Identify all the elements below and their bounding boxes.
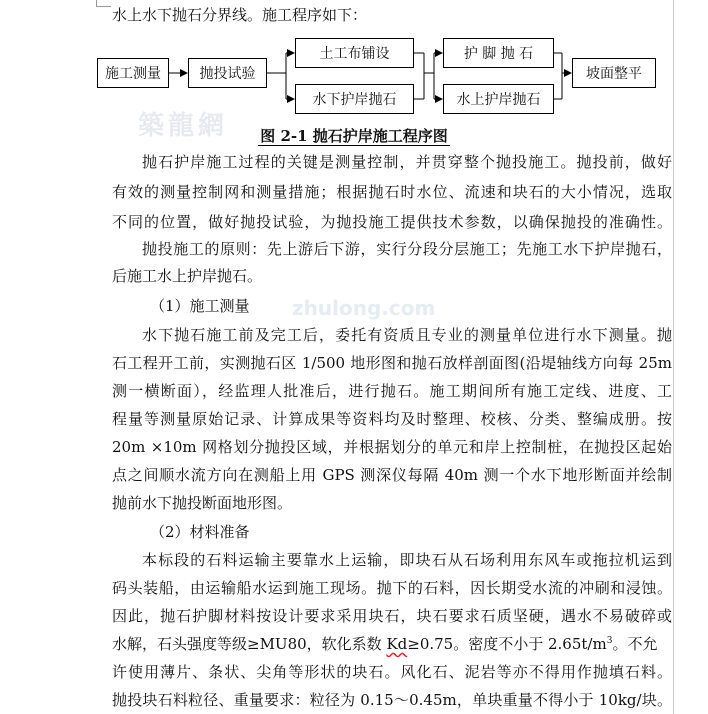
figure-caption [0,126,708,146]
para4-line1: 本标段的石料运输主要靠水上运输，即块石从石场利用东风车或拖拉机运到 [142,551,672,569]
para3-line3: 测一横断面），经监理人批准后，进行抛石。施工期间所有施工定线、进度、工 [112,382,672,400]
para2-line1: 抛投施工的原则：先上游后下游，实行分段分层施工；先施工水下护岸抛石， [142,240,672,258]
section-heading-survey: （1）施工测量 [150,297,250,315]
section-heading-materials: （2）材料准备 [150,523,250,541]
para3-line6: 点之间顺水流方向在测船上用 GPS 测深仪每隔 40m 测一个水下地形断面并绘制 [112,466,672,484]
para2-line2: 后施工水上护岸抛石。 [112,267,263,285]
flow-box-underwater-riprap: 水下护岸抛石 [295,84,414,114]
watermark-url: zhulong.com [292,296,436,320]
para5-line1: 许使用薄片、条状、尖角等形状的块石。风化石、泥岩等亦不得用作抛填石料。 [112,663,672,681]
intro-line: 水上水下抛石分界线。施工程序如下： [112,6,368,24]
flow-box-abovewater-riprap: 水上护岸抛石 [443,84,554,114]
para3-line7: 抛前水下抛投断面地形图。 [112,494,293,512]
para4-line3: 因此，抛石护脚材料按设计要求采用块石，块石要求石质坚硬，遇水不易破碎或 [112,607,672,625]
flow-box-slope-leveling: 坡面整平 [572,58,656,88]
watermark-logo: 築龍網 [138,111,229,141]
para4-line4 [112,634,672,654]
flow-box-geotextile: 土工布铺设 [295,38,414,68]
para4-line2: 码头装船，由运输船水运到施工现场。抛下的石料，因长期受水流的冲刷和浸蚀。 [112,579,672,597]
para1-line1: 抛石护岸施工过程的关键是测量控制，并贯穿整个抛投施工。抛投前，做好 [142,153,672,171]
para3-line1: 水下抛石施工前及完工后，委托有资质且专业的测量单位进行水下测量。抛 [142,326,672,344]
para1-line2: 有效的测量控制网和测量措施；根据抛石时水位、流速和块石的大小情况，选取 [112,183,672,201]
para3-line5: 20m ×10m 网格划分抛投区域，并根据划分的单元和岸上控制桩，在抛投区起始 [112,438,672,456]
para5-line2: 抛投块石料粒径、重量要求：粒径为 0.15～0.45m，单块重量不得小于 10kg/块。 [112,691,672,709]
figure-caption-text: 图 2-1 抛石护岸施工程序图 [260,127,448,145]
flow-box-survey: 施工测量 [97,58,169,88]
para4-line4-mid: ≥0.75。密度不小于 2.65t/m [407,635,607,653]
flow-box-toe-riprap: 护 脚 抛 石 [443,38,554,68]
para3-line2: 石工程开工前，实测抛石区 1/500 地形图和抛石放样剖面图(沿堤轴线方向每 25m [112,354,672,372]
softening-coefficient-symbol: Kd [386,635,408,653]
para3-line4: 程量等测量原始记录、计算成果等资料均及时整理、校核、分类、整编成册。按 [112,410,672,428]
flow-box-trial: 抛投试验 [188,58,267,88]
para1-line3: 不同的位置，做好抛投试验，为抛投施工提供技术参数，以确保抛投的准确性。 [112,213,672,231]
para4-line4-start: 水解，石头强度等级≥MU80，软化系数 [112,635,387,653]
para4-line4-end: 。不允 [612,635,658,653]
cubic-superscript: 3 [606,636,613,646]
